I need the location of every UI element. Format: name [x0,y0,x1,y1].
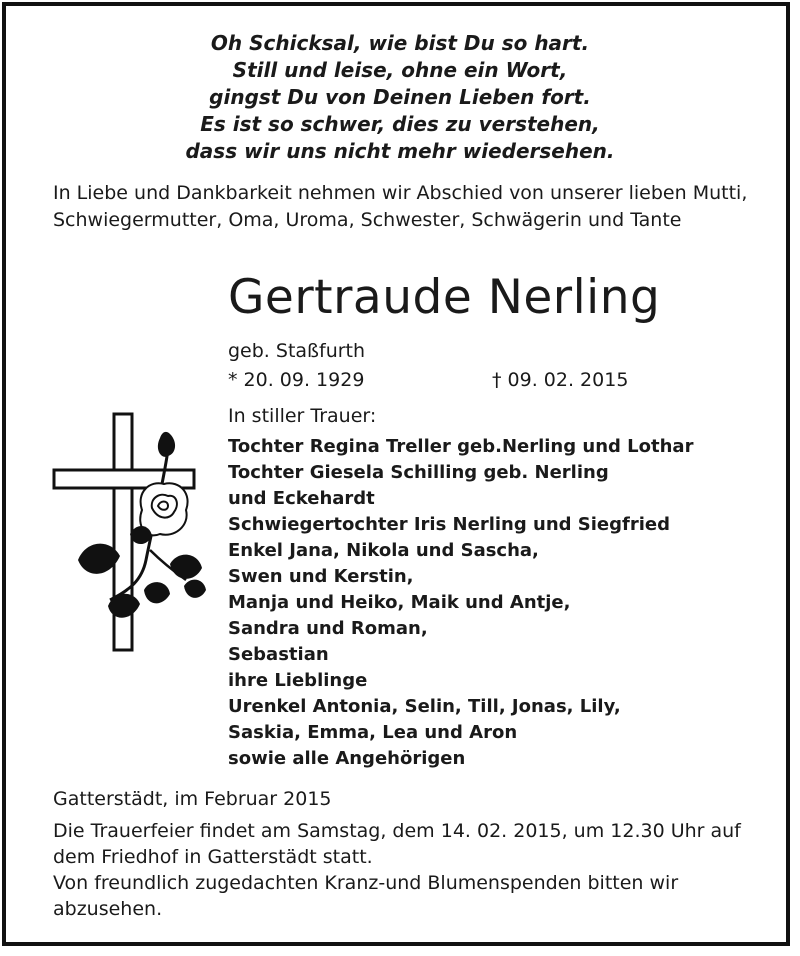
list-item: Sandra und Roman, [228,618,428,639]
birth-name: geb. Staßfurth [228,340,366,362]
intro-text: In Liebe und Dankbarkeit nehmen wir Abschied von unserer lieben Mutti, Schwiegermutter, Oma, Uroma, Schwester, Schwägerin und Tante [53,182,748,231]
list-item: Tochter Regina Treller geb.Nerling und Lothar [228,436,694,457]
deceased-name: Gertraude Nerling [228,270,661,325]
list-item: Schwiegertochter Iris Nerling und Siegfried [228,514,670,535]
list-item: sowie alle Angehörigen [228,748,466,769]
list-item: Tochter Giesela Schilling geb. Nerling [228,462,609,483]
death-date: † 09. 02. 2015 [492,369,629,391]
cross-with-rose-icon [50,410,210,664]
poem-line: Es ist so schwer, dies zu verstehen, [200,112,600,136]
list-item: und Eckehardt [228,488,375,509]
list-item: Sebastian [228,644,329,665]
mourners-heading: In stiller Trauer: [228,405,377,427]
ceremony-info: Die Trauerfeier findet am Samstag, dem 14. 02. 2015, um 12.30 Uhr auf dem Friedhof in Gatterstädt statt. [53,820,741,868]
list-item: Urenkel Antonia, Selin, Till, Jonas, Lily, [228,696,621,717]
poem-line: Still und leise, ohne ein Wort, [232,58,568,82]
list-item: Enkel Jana, Nikola und Sascha, [228,540,539,561]
footer [53,786,773,922]
poem-line: Oh Schicksal, wie bist Du so hart. [210,31,590,55]
poem-line: dass wir uns nicht mehr wiedersehen. [185,139,615,163]
poem-line: gingst Du von Deinen Lieben fort. [209,85,591,109]
list-item: Swen und Kerstin, [228,566,414,587]
mourners-list [228,434,788,772]
donation-request: Von freundlich zugedachten Kranz-und Blumenspenden bitten wir abzusehen. [53,872,679,920]
list-item: ihre Lieblinge [228,670,368,691]
place-date: Gatterstädt, im Februar 2015 [53,788,332,810]
poem [0,30,800,165]
birth-date: * 20. 09. 1929 [228,369,365,391]
list-item: Manja und Heiko, Maik und Antje, [228,592,571,613]
list-item: Saskia, Emma, Lea und Aron [228,722,518,743]
